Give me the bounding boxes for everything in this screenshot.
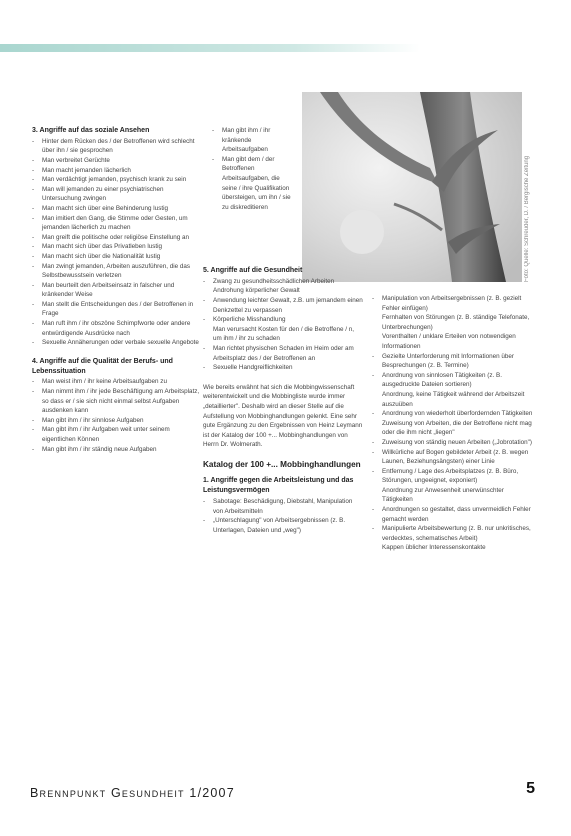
list-item: - Man macht sich über eine Behinderung lustig [32, 204, 200, 214]
list-item: - Man nimmt ihm / ihr jede Beschäftigung am Arbeitsplatz, so dass er / sie sich nicht einmal selbst Aufgaben ausdenken kann [32, 387, 200, 416]
list-item: - Anordnungen so gestaltet, dass unvermeidlich Fehler gemacht werden [372, 505, 534, 524]
footer-publication-title: Brennpunkt Gesundheit 1/2007 [30, 786, 235, 800]
section-5-heading: 5. Angriffe auf die Gesundheit [203, 267, 303, 274]
list-item: Anordnung, keine Tätigkeit während der Arbeitszeit auszuüben [382, 390, 525, 408]
list-item: - Man weist ihm / ihr keine Arbeitsaufgaben zu [32, 377, 200, 387]
cactus-photo [302, 92, 522, 282]
list-item: - Gezielte Unterforderung mit Informationen über Besprechungen (z. B. Termine) [372, 352, 534, 371]
catalog-heading: Katalog der 100 +... Mobbinghandlungen [203, 459, 361, 469]
list-item: - Man beurteilt den Arbeitseinsatz in falscher und kränkender Weise [32, 281, 200, 300]
list-item: - Zwang zu gesundheitsschädlichen Arbeiten [203, 277, 363, 287]
catalog-list-continued [372, 294, 534, 553]
list-item: - Man greift die politische oder religiöse Einstellung an [32, 233, 200, 243]
list-item: - Sexuelle Annäherungen oder verbale sexuelle Angebote [32, 338, 200, 348]
list-item: - „Unterschlagung" von Arbeitsergebnissen (z. B. Unterlagen, Dateien und „weg") [203, 516, 363, 535]
body-paragraph: Wie bereits erwähnt hat sich die Mobbingwissenschaft weiterentwickelt und die Mobbingliste wurde immer „detaillierter". Deshalb wird an dieser Stelle auf die Aufstellung von Mobbinghandlungen gelenkt. Eine sehr gute Ergänzung zu den Ergebnissen von Heinz Leymann ist der Katalog der 100 +... Mobbinghandlungen von Herrn Dr. Wolmerath. [203, 383, 363, 449]
list-item: - Zuweisung von ständig neuen Arbeiten („Jobrotation") [372, 438, 534, 448]
list-item: Anordnung zur Anwesenheit unerwünschter Tätigkeiten [382, 486, 504, 504]
list-item: - Manipulation von Arbeitsergebnissen (z. B. gezielt Fehler einfügen) [372, 294, 534, 313]
list-item: - Man stellt die Entscheidungen des / der Betroffenen in Frage [32, 300, 200, 319]
cactus-spine-image [302, 92, 522, 282]
list-item: - Man verdächtigt jemanden, psychisch krank zu sein [32, 175, 200, 185]
list-item: - Man verbreitet Gerüchte [32, 156, 200, 166]
column-2-top [212, 126, 294, 212]
list-item: - Körperliche Misshandlung [203, 315, 363, 325]
subsection-1-list [203, 497, 363, 535]
list-item: - Sexuelle Handgreiflichkeiten [203, 363, 363, 373]
list-item: - Man ruft ihm / ihr obszöne Schimpfworte oder andere entwürdigende Ausdrücke nach [32, 319, 200, 338]
list-item: - Man macht sich über die Nationalität lustig [32, 252, 200, 262]
section-4-list [32, 377, 200, 454]
section-3-list [32, 137, 200, 348]
section-4-continued-list [212, 126, 294, 212]
list-item: - Anordnung von wiederholt überfordernden Tätigkeiten [372, 409, 534, 419]
subsection-1-heading: 1. Angriffe gegen die Arbeitsleistung und das Leistungsvermögen [203, 477, 354, 495]
list-item: Fernhalten von Störungen (z. B. ständige Telefonate, Unterbrechungen) [382, 314, 530, 331]
list-item: - Anwendung leichter Gewalt, z.B. um jemandem einen Denkzettel zu verpassen [203, 296, 363, 315]
list-item: - Manipulierte Arbeitsbewertung (z. B. nur unkritisches, verdecktes, schematisches Arbeit) [372, 524, 534, 543]
list-item: - Man gibt ihm / ihr kränkende Arbeitsaufgaben [212, 126, 294, 155]
list-item: - Man imitiert den Gang, die Stimme oder Gesten, um jemanden lächerlich zu machen [32, 214, 200, 233]
page-number: 5 [526, 780, 535, 797]
list-item: - Entfernung / Lage des Arbeitsplatzes (z. B. Büro, Störungen, ungeeignet, exponiert) [372, 467, 534, 486]
section-4-heading: 4. Angriffe auf die Qualität der Berufs- und Lebenssituation [32, 357, 173, 375]
list-item: - Man macht jemanden lächerlich [32, 166, 200, 176]
list-item: - Man zwingt jemanden, Arbeiten auszuführen, die das Selbstbewusstsein verletzen [32, 262, 200, 281]
list-item: Vorenthalten / unklare Erteilen von notwendigen Informationen [382, 333, 516, 350]
list-item: - Man gibt ihm / ihr Aufgaben weit unter seinem eigentlichen Können [32, 425, 200, 444]
column-2 [203, 266, 363, 535]
column-3 [372, 294, 534, 553]
list-item: - Man will jemanden zu einer psychiatrischen Untersuchung zwingen [32, 185, 200, 204]
column-1 [32, 126, 200, 454]
list-item: - Sabotage: Beschädigung, Diebstahl, Manipulation von Arbeitsmitteln [203, 497, 363, 516]
list-item: - Man macht sich über das Privatleben lustig [32, 242, 200, 252]
list-item: Kappen üblicher Interessenskontakte [382, 544, 486, 552]
list-item: - Man richtet physischen Schaden im Heim oder am Arbeitsplatz des / der Betroffenen an [203, 344, 363, 363]
section-5-list [203, 277, 363, 373]
list-item: Androhung körperlicher Gewalt [213, 287, 300, 295]
list-item: - Anordnung von sinnlosen Tätigkeiten (z. B. ausgedruckte Dateien sortieren) [372, 371, 534, 390]
list-item: Man verursacht Kosten für den / die Betroffene / n, um ihm / ihr zu schaden [213, 325, 354, 343]
list-item: - Hinter dem Rücken des / der Betroffenen wird schlecht über ihn / sie gesprochen [32, 137, 200, 156]
list-item: - Man gibt ihm / ihr sinnlose Aufgaben [32, 416, 200, 426]
header-accent-bar [0, 44, 420, 52]
section-3-heading: 3. Angriffe auf das soziale Ansehen [32, 127, 150, 134]
photo-credit: Foto: Quelle: Schreuder, D. / Bergische Zeitung [524, 155, 530, 282]
list-item: - Man gibt dem / der Betroffenen Arbeitsaufgaben, die seine / ihre Qualifikation übersteigen, um ihn / sie zu diskreditieren [212, 155, 294, 213]
list-item: - Willkürliche auf Bogen gebildeter Arbeit (z. B. wegen Launen, Beziehungsängsten) einer Linie [372, 448, 534, 467]
list-item: - Man gibt ihm / ihr ständig neue Aufgaben [32, 445, 200, 455]
list-item: Zuweisung von Arbeiten, die der Betroffene nicht mag oder die ihm nicht „liegen" [382, 419, 532, 437]
